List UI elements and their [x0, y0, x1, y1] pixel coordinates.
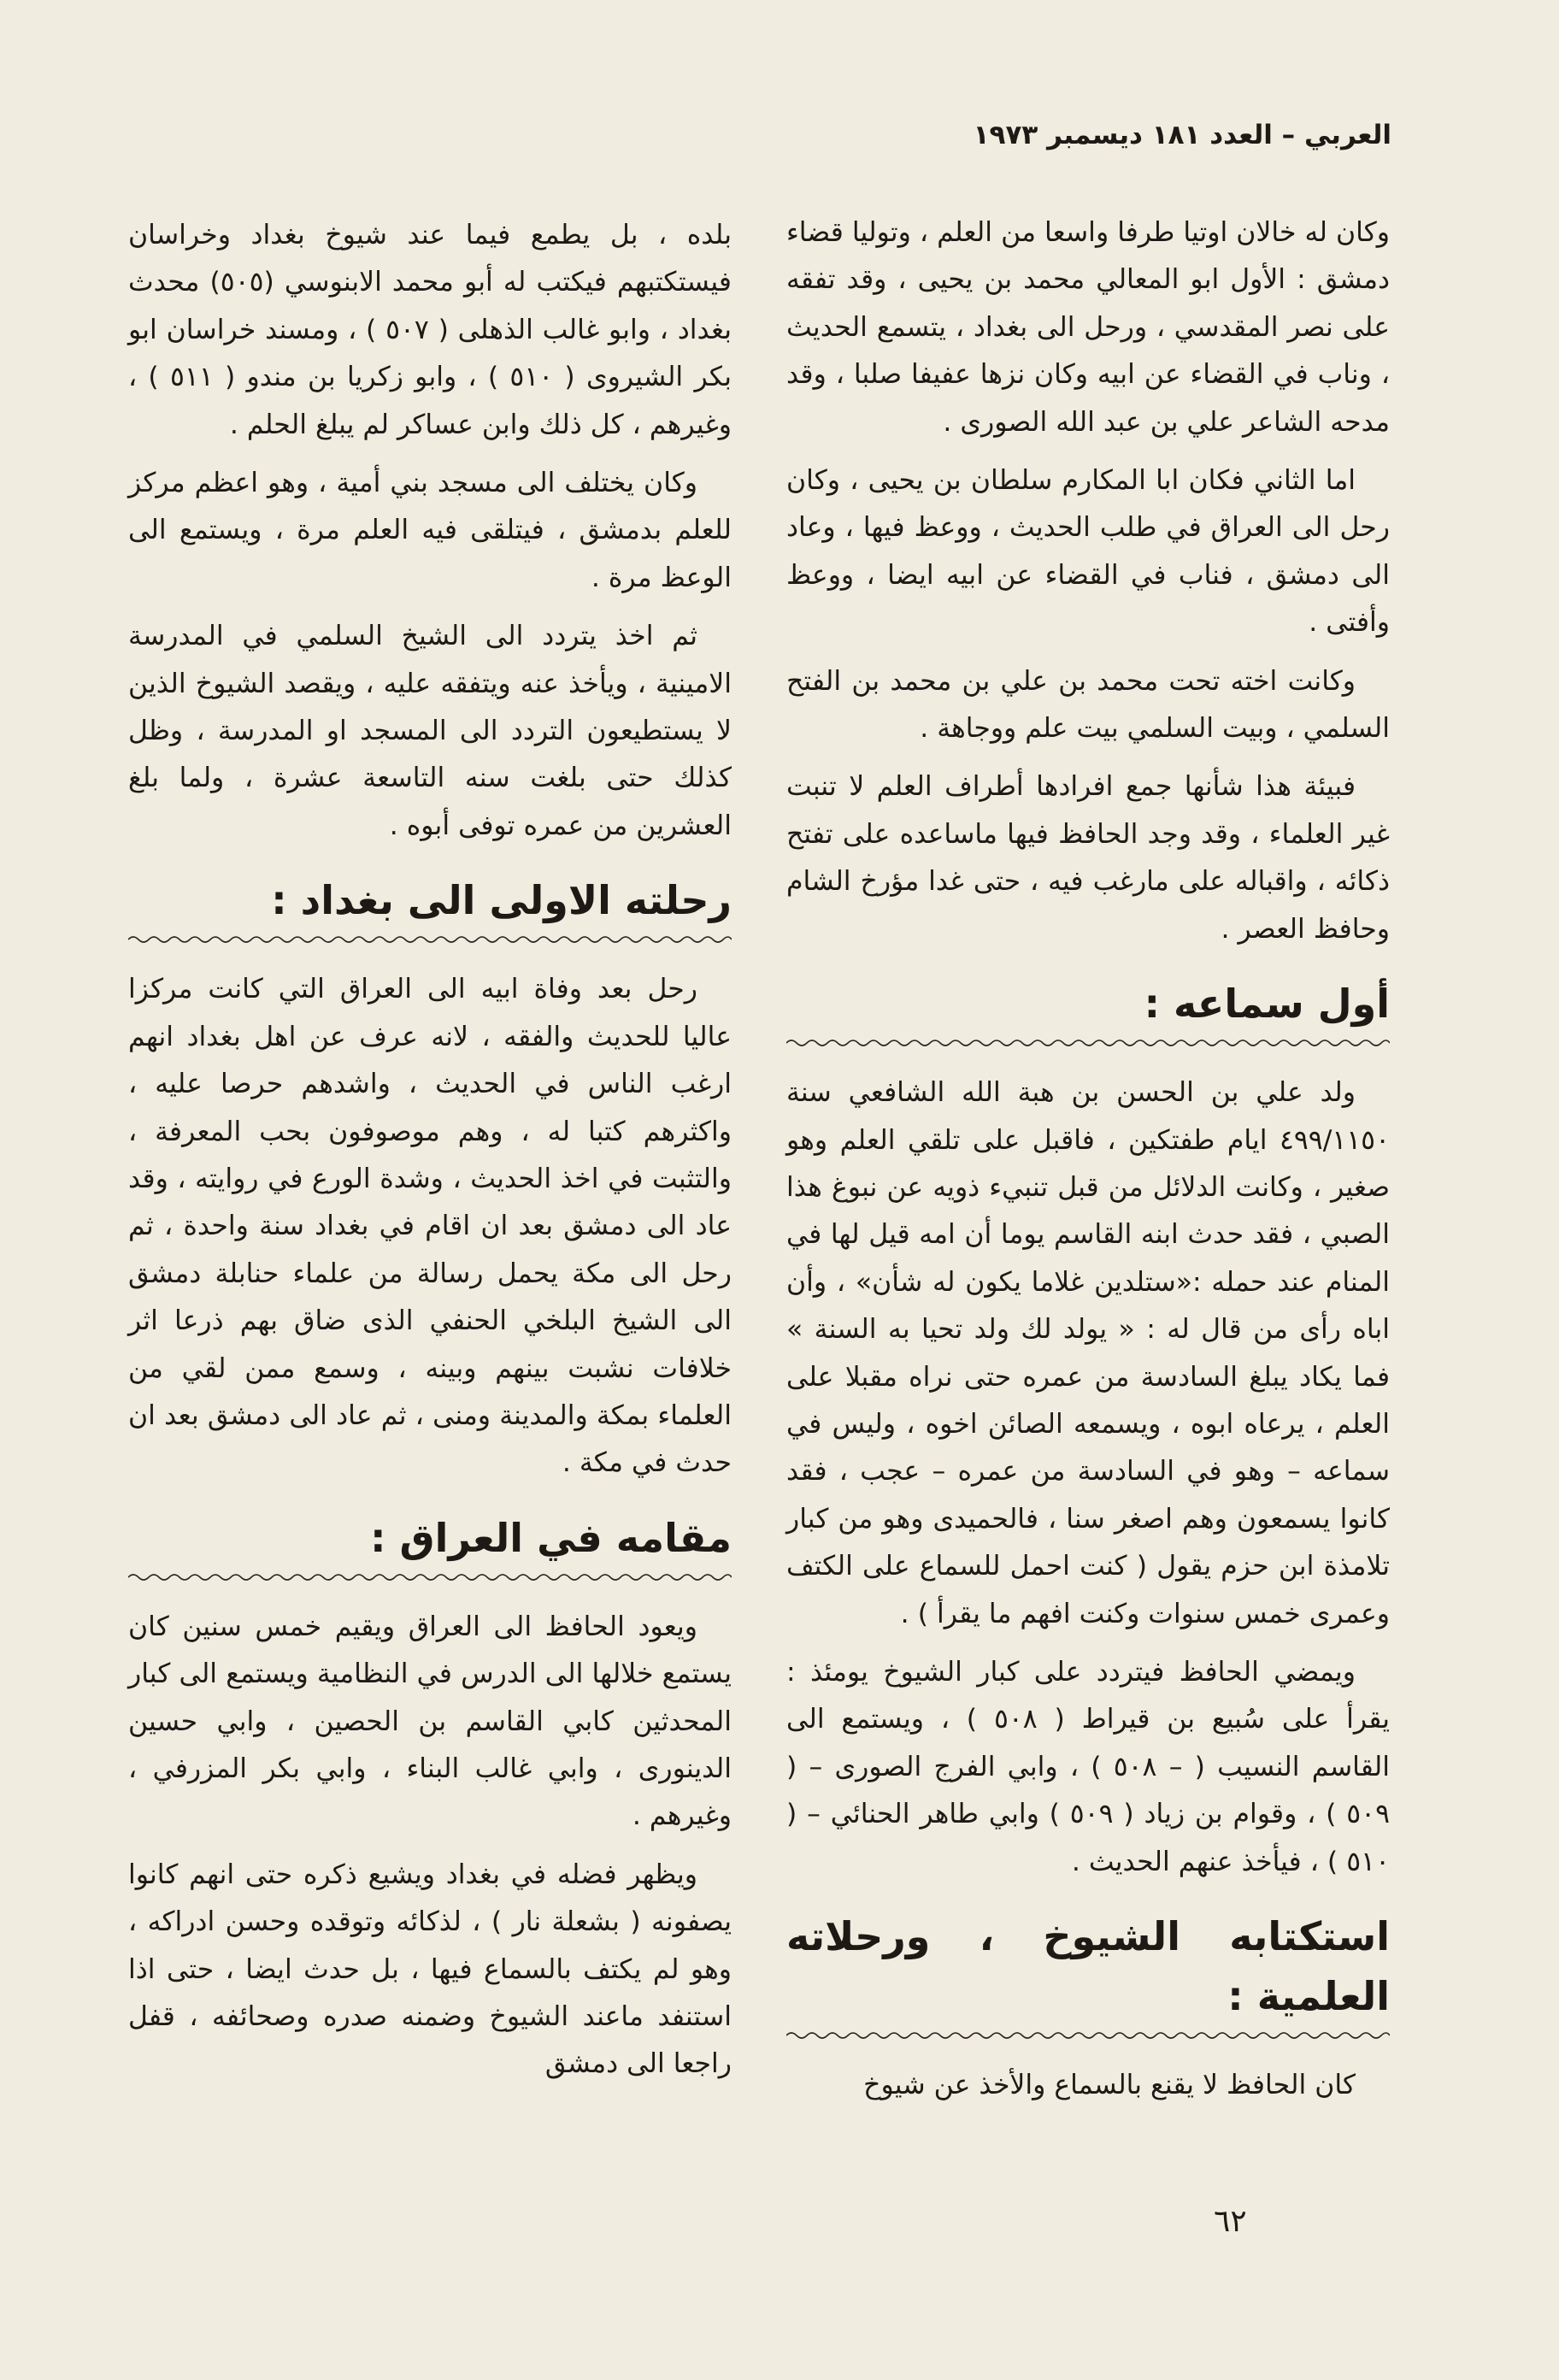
- paragraph: ويظهر فضله في بغداد ويشيع ذكره حتى انهم كانوا يصفونه ( بشعلة نار ) ، لذكائه وتوقده وحسن ادراكه ، وهو لم يكتف بالسماع فيها ، بل حدث ايضا ، حتى اذا استنفد ماعند الشيوخ وضمنه صدره وصحائفه ، قفل راجعا الى دمشق: [128, 1859, 732, 2080]
- paragraph: اما الثاني فكان ابا المكارم سلطان بن يحيى ، وكان رحل الى العراق في طلب الحديث ، ووعظ فيها ، وعاد الى دمشق ، فناب في القضاء عن ابيه ايضا ، ووعظ وأفتى .: [786, 465, 1390, 639]
- wavy-rule: [128, 934, 732, 946]
- paragraph: وكانت اخته تحت محمد بن علي بن محمد بن الفتح السلمي ، وبيت السلمي بيت علم ووجاهة .: [786, 665, 1390, 745]
- section-heading: رحلته الاولى الى بغداد :: [271, 877, 732, 924]
- wavy-rule: [786, 1037, 1390, 1049]
- paragraph: فبيئة هذا شأنها جمع افرادها أطراف العلم لا تنبت غير العلماء ، وقد وجد الحافظ فيها ماساعده على تفتح ذكائه ، واقباله على مارغب فيه ، حتى غدا مؤرخ الشام وحافظ العصر .: [786, 771, 1390, 945]
- section-heading: استكتابه الشيوخ ، ورحلاته العلمية :: [786, 1913, 1390, 2019]
- wavy-rule: [786, 2029, 1390, 2041]
- paragraph: بلده ، بل يطمع فيما عند شيوخ بغداد وخراسان فيستكتبهم فيكتب له أبو محمد الابنوسي (٥٠٥) محدث بغداد ، وابو غالب الذهلى ( ٥٠٧ ) ، ومسند خراسان ابو بكر الشيروى ( ٥١٠ ) ، وابو زكريا بن مندو ( ٥١١ ) ، وغيرهم ، كل ذلك وابن عساكر لم يبلغ الحلم .: [128, 220, 732, 440]
- paragraph: ثم اخذ يتردد الى الشيخ السلمي في المدرسة الامينية ، ويأخذ عنه ويتفقه عليه ، ويقصد الشيوخ الذين لا يستطيعون التردد الى المسجد او المدرسة ، وظل كذلك حتى بلغت سنه التاسعة عشرة ، ولما بلغ العشرين من عمره توفى أبوه .: [128, 621, 732, 841]
- paragraph: ويمضي الحافظ فيتردد على كبار الشيوخ يومئذ : يقرأ على سُبيع بن قيراط ( ٥٠٨ ) ، ويستمع الى القاسم النسيب ( – ٥٠٨ ) ، وابي الفرج الصورى – ( ٥٠٩ ) ، وقوام بن زياد ( ٥٠٩ ) وابي طاهر الحنائي – ( ٥١٠ ) ، فيأخذ عنهم الحديث .: [786, 1656, 1390, 1877]
- left-column: [128, 212, 732, 2100]
- paragraph: وكان له خالان اوتيا طرفا واسعا من العلم ، وتوليا قضاء دمشق : الأول ابو المعالي محمد بن يحيى ، وقد تفقه على نصر المقدسي ، ورحل الى بغداد ، يتسمع الحديث ، وناب في القضاء عن ابيه وكان نزها عفيفا صلبا ، وقد مدحه الشاعر علي بن عبد الله الصورى .: [786, 217, 1390, 438]
- wavy-rule: [128, 1571, 732, 1583]
- section-heading: مقامه في العراق :: [370, 1514, 732, 1561]
- paragraph: كان الحافظ لا يقنع بالسماع والأخذ عن شيوخ: [863, 2070, 1356, 2100]
- paragraph: رحل بعد وفاة ابيه الى العراق التي كانت مركزا عاليا للحديث والفقه ، لانه عرف عن اهل بغداد انهم ارغب الناس في الحديث ، واشدهم حرصا عليه ، واكثرهم كتبا له ، وهم موصوفون بحب المعرفة ، والتثبت في اخذ الحديث ، وشدة الورع في روايته ، وقد عاد الى دمشق بعد ان اقام في بغداد سنة واحدة ، ثم رحل الى مكة يحمل رسالة من علماء حنابلة دمشق الى الشيخ البلخي الحنفي الذى ضاق بهم ذرعا اثر خلافات نشبت بينهم وبينه ، وسمع ممن لقي من العلماء بمكة والمدينة ومنى ، ثم عاد الى دمشق بعد ان حدث في مكة .: [128, 974, 732, 1479]
- paragraph: وكان يختلف الى مسجد بني أمية ، وهو اعظم مركز للعلم بدمشق ، فيتلقى فيه العلم مرة ، ويستمع الى الوعظ مرة .: [128, 468, 732, 593]
- section-heading: أول سماعه :: [1144, 981, 1390, 1028]
- page-number: ٦٢: [1214, 2204, 1247, 2239]
- running-header: العربي – العدد ١٨١ ديسمبر ١٩٧٣: [973, 120, 1391, 150]
- paragraph: ولد علي بن الحسن بن هبة الله الشافعي سنة ٤٩٩/١١٥٠ ايام طفتكين ، فاقبل على تلقي العلم وهو صغير ، وكانت الدلائل من قبل تنبيء ذويه عن نبوغ هذا الصبي ، فقد حدث ابنه القاسم يوما أن امه قيل لها في المنام عند حمله :«ستلدين غلاما يكون له شأن» ، وأن اباه رأى من قال له : « يولد لك ولد تحيا به السنة » فما يكاد يبلغ السادسة من عمره حتى نراه مقبلا على العلم ، يرعاه ابوه ، ويسمعه الصائن اخوه ، وليس في سماعه – وهو في السادسة من عمره – عجب ، فقد كانوا يسمعون وهم اصغر سنا ، فالحميدى وهو من كبار تلامذة ابن حزم يقول ( كنت احمل للسماع على الكتف وعمرى خمس سنوات وكنت افهم ما يقرأ ) .: [786, 1077, 1390, 1629]
- paragraph: ويعود الحافظ الى العراق ويقيم خمس سنين كان يستمع خلالها الى الدرس في النظامية ويستمع الى كبار المحدثين كابي القاسم بن الحصين ، وابي حسين الدينورى ، وابي غالب البناء ، وابي بكر المزرفي ، وغيرهم .: [128, 1611, 732, 1832]
- right-column: [786, 209, 1390, 2120]
